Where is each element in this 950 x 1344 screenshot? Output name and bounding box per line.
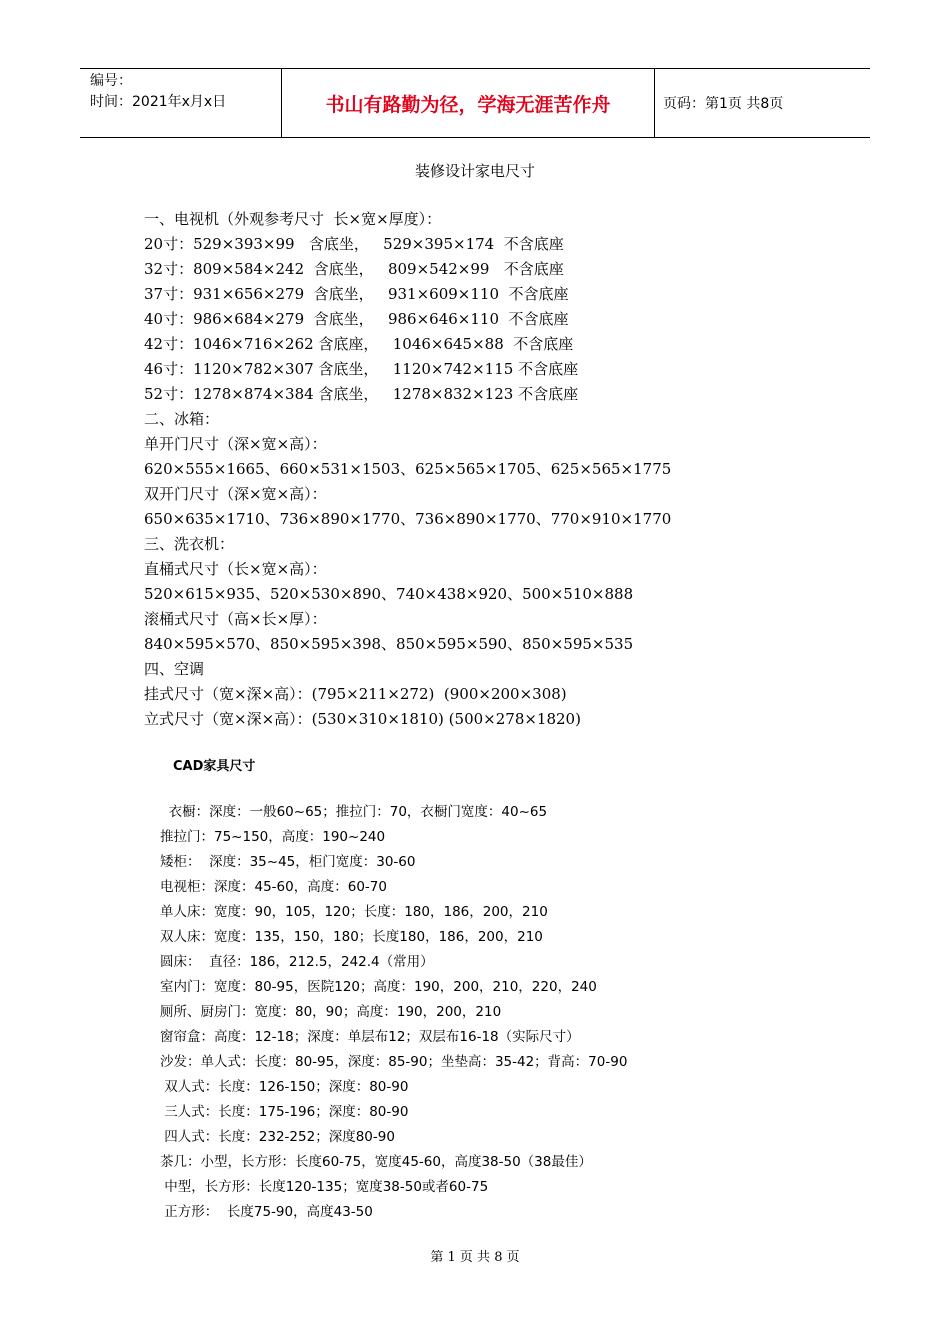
text-line: 620×555×1665、660×531×1503、625×565×1705、625×565×1775 bbox=[144, 460, 672, 478]
page-footer: 第 1 页 共 8 页 bbox=[430, 1250, 520, 1265]
text-line: 三人式：长度：175-196；深度：80-90 bbox=[160, 1104, 409, 1120]
text-line: 单开门尺寸（深×宽×高）： bbox=[144, 435, 327, 453]
text-line: 双人床：宽度：135，150，180；长度180，186，200，210 bbox=[160, 929, 543, 945]
text-line: 中型，长方形：长度120-135；宽度38-50或者60-75 bbox=[160, 1179, 489, 1195]
text-line: 立式尺寸（宽×深×高）：(530×310×1810) (500×278×1820) bbox=[144, 710, 581, 728]
text-line: 520×615×935、520×530×890、740×438×920、500×510×888 bbox=[144, 585, 634, 603]
text-line: 40寸：986×684×279 含底坐， 986×646×110 不含底座 bbox=[144, 310, 569, 328]
text-line: 滚桶式尺寸（高×长×厚）： bbox=[144, 610, 327, 628]
text-line: 正方形： 长度75-90，高度43-50 bbox=[160, 1204, 373, 1220]
text-line: 双开门尺寸（深×宽×高）： bbox=[144, 485, 327, 503]
header-motto-cell bbox=[282, 69, 655, 137]
header-left-cell bbox=[80, 69, 282, 137]
motto-text: 书山有路勤为径，学海无涯苦作舟 bbox=[325, 93, 611, 116]
text-line: 52寸：1278×874×384 含底坐， 1278×832×123 不含底座 bbox=[144, 385, 579, 403]
text-line: 四人式：长度：232-252；深度80-90 bbox=[160, 1129, 395, 1145]
text-line: 窗帘盒：高度：12-18；深度：单层布12；双层布16-18（实际尺寸） bbox=[160, 1029, 580, 1045]
text-line: 茶几：小型，长方形：长度60-75，宽度45-60，高度38-50（38最佳） bbox=[160, 1154, 592, 1170]
text-line: 直桶式尺寸（长×宽×高）： bbox=[144, 560, 327, 578]
cad-furniture-title: CAD家具尺寸 bbox=[173, 759, 256, 774]
text-line: 矮柜： 深度：35~45，柜门宽度：30-60 bbox=[160, 854, 416, 870]
text-line: 沙发：单人式：长度：80-95，深度：85-90；坐垫高：35-42；背高：70-90 bbox=[160, 1054, 628, 1070]
text-line: 衣橱：深度：一般60~65；推拉门：70，衣橱门宽度：40~65 bbox=[160, 804, 548, 820]
text-line: 一、电视机（外观参考尺寸 长×宽×厚度）： bbox=[144, 210, 442, 228]
text-line: 四、空调 bbox=[144, 660, 205, 678]
text-line: 46寸：1120×782×307 含底坐， 1120×742×115 不含底座 bbox=[144, 360, 579, 378]
text-line: 电视柜：深度：45-60，高度：60-70 bbox=[160, 879, 387, 895]
furniture-dimensions-section bbox=[160, 800, 627, 1225]
page-info: 页码：第1页 共8页 bbox=[663, 96, 784, 112]
text-line: 32寸：809×584×242 含底坐， 809×542×99 不含底座 bbox=[144, 260, 564, 278]
text-line: 推拉门：75~150，高度：190~240 bbox=[160, 829, 386, 845]
appliance-dimensions-section bbox=[144, 207, 671, 732]
text-line: 室内门：宽度：80-95，医院120；高度：190，200，210，220，240 bbox=[160, 979, 597, 995]
time-label: 时间：2021年x月x日 bbox=[90, 94, 227, 110]
text-line: 挂式尺寸（宽×深×高）：(795×211×272) (900×200×308) bbox=[144, 685, 567, 703]
text-line: 圆床： 直径：186，212.5，242.4（常用） bbox=[160, 954, 434, 970]
text-line: 42寸：1046×716×262 含底座， 1046×645×88 不含底座 bbox=[144, 335, 574, 353]
text-line: 双人式：长度：126-150；深度：80-90 bbox=[160, 1079, 409, 1095]
number-label: 编号： bbox=[90, 73, 132, 89]
text-line: 37寸：931×656×279 含底坐， 931×609×110 不含底座 bbox=[144, 285, 569, 303]
text-line: 20寸：529×393×99 含底坐， 529×395×174 不含底座 bbox=[144, 235, 564, 253]
text-line: 840×595×570、850×595×398、850×595×590、850×595×535 bbox=[144, 635, 634, 653]
text-line: 三、洗衣机： bbox=[144, 535, 235, 553]
text-line: 650×635×1710、736×890×1770、736×890×1770、770×910×1770 bbox=[144, 510, 672, 528]
document-title: 装修设计家电尺寸 bbox=[414, 162, 535, 180]
header-page-cell bbox=[655, 69, 870, 137]
text-line: 单人床：宽度：90，105，120；长度：180，186，200，210 bbox=[160, 904, 548, 920]
page-header bbox=[80, 68, 870, 138]
text-line: 二、冰箱： bbox=[144, 410, 220, 428]
text-line: 厕所、厨房门：宽度：80，90；高度：190，200，210 bbox=[160, 1004, 502, 1020]
